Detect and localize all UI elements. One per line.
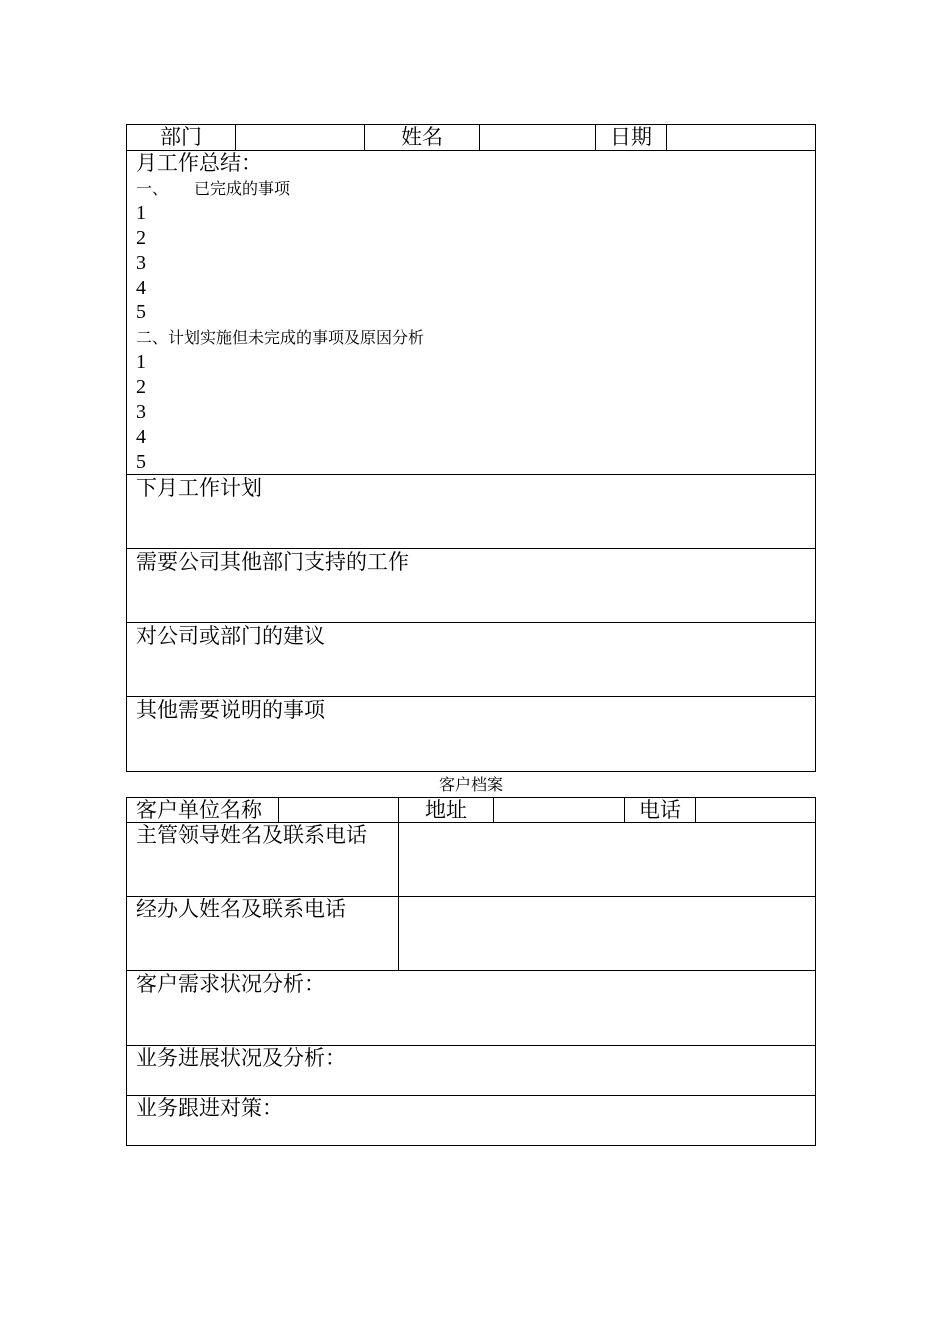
completed-item-5: 5: [136, 301, 146, 323]
other-matters-cell[interactable]: [127, 697, 815, 771]
monthly-summary-title: 月工作总结：: [136, 151, 262, 175]
handler-label: 经办人姓名及联系电话: [136, 897, 346, 921]
phone-value-field[interactable]: [696, 798, 815, 822]
date-label: 日期: [610, 125, 652, 149]
needs-analysis-label: 客户需求状况分析：: [136, 972, 325, 996]
other-matters-label: 其他需要说明的事项: [136, 698, 325, 722]
completed-heading-number: 一、: [136, 179, 169, 198]
follow-up-cell[interactable]: [127, 1096, 815, 1145]
supervisor-value-field[interactable]: [399, 823, 815, 896]
needs-analysis-cell[interactable]: [127, 971, 815, 1045]
completed-heading: 已完成的事项: [194, 179, 291, 198]
client-name-value-field[interactable]: [279, 798, 398, 822]
department-value-field[interactable]: [236, 125, 364, 150]
progress-analysis-cell[interactable]: [127, 1046, 815, 1095]
next-month-plan-cell[interactable]: [127, 475, 815, 548]
date-value-field[interactable]: [667, 125, 815, 150]
incomplete-item-2: 2: [136, 376, 146, 398]
suggestions-label: 对公司或部门的建议: [136, 624, 325, 648]
suggestions-cell[interactable]: [127, 623, 815, 696]
client-name-label: 客户单位名称: [136, 798, 262, 822]
next-month-plan-label: 下月工作计划: [136, 476, 262, 500]
completed-item-3: 3: [136, 252, 146, 274]
address-value-field[interactable]: [494, 798, 624, 822]
support-needed-label: 需要公司其他部门支持的工作: [136, 550, 409, 574]
address-label: 地址: [425, 798, 467, 822]
progress-analysis-label: 业务进展状况及分析：: [136, 1046, 346, 1070]
client-file-title: 客户档案: [438, 775, 503, 794]
name-value-field[interactable]: [480, 125, 595, 150]
completed-item-1: 1: [136, 202, 146, 224]
phone-label: 电话: [639, 798, 681, 822]
incomplete-item-5: 5: [136, 451, 146, 473]
completed-item-2: 2: [136, 227, 146, 249]
incomplete-item-4: 4: [136, 426, 146, 448]
incomplete-item-1: 1: [136, 351, 146, 373]
handler-value-field[interactable]: [399, 897, 815, 970]
name-label: 姓名: [401, 125, 443, 149]
department-label: 部门: [160, 125, 202, 149]
follow-up-label: 业务跟进对策：: [136, 1096, 283, 1120]
support-needed-cell[interactable]: [127, 549, 815, 622]
incomplete-item-3: 3: [136, 401, 146, 423]
incomplete-heading: 二、计划实施但未完成的事项及原因分析: [136, 328, 425, 347]
supervisor-label: 主管领导姓名及联系电话: [136, 823, 367, 847]
completed-item-4: 4: [136, 277, 146, 299]
